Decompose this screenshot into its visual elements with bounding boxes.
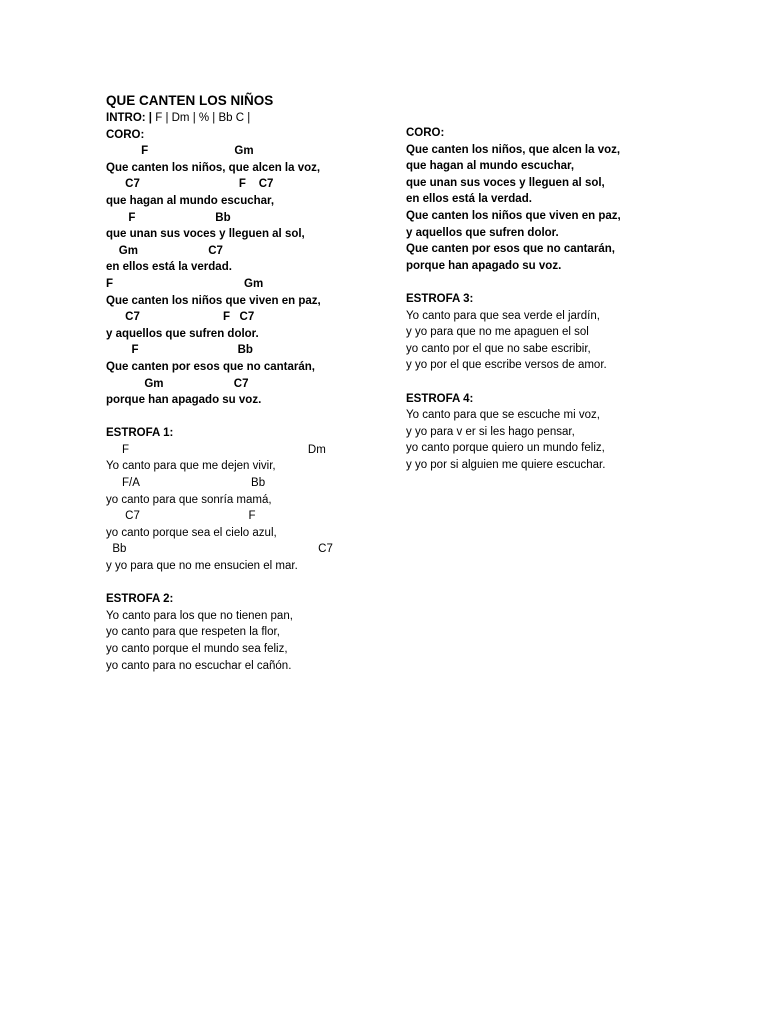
chord-line: C7 F C7 [106, 311, 255, 324]
coro-block [406, 142, 706, 275]
chord-line: C7 F C7 [106, 178, 274, 191]
lyric-line: yo canto porque quiero un mundo feliz, [406, 442, 605, 455]
estrofa3-block [406, 308, 706, 374]
coro-label: CORO: [406, 127, 445, 139]
lyric-line: y yo para que no me ensucien el mar. [106, 560, 298, 573]
song-title: QUE CANTEN LOS NIÑOS [106, 93, 274, 108]
left-column [106, 92, 386, 674]
estrofa2-label: ESTROFA 2: [106, 593, 174, 606]
lyric-line: y yo para v er si les hago pensar, [406, 425, 575, 438]
estrofa4-block [406, 407, 706, 473]
lyric-line: que hagan al mundo escuchar, [106, 194, 275, 207]
lyric-line: yo canto para que respeten la flor, [106, 626, 280, 639]
spacer [106, 575, 386, 592]
lyric-line: Que canten por esos que no cantarán, [406, 243, 615, 256]
lyric-line: y yo para que no me apaguen el sol [406, 326, 589, 339]
lyric-line: yo canto porque el mundo sea feliz, [106, 643, 288, 655]
intro-chords: F | Dm | % | Bb C | [152, 112, 251, 124]
lyric-line: Yo canto para que se escuche mi voz, [406, 409, 600, 422]
lyric-line: yo canto porque sea el cielo azul, [106, 526, 277, 539]
lyric-line: porque han apagado su voz. [406, 259, 562, 272]
lyric-line: yo canto por el que no sabe escribir, [406, 342, 591, 355]
lyric-line: Que canten los niños que viven en paz, [106, 294, 321, 307]
chord-line: F/A Bb [106, 477, 266, 490]
estrofa4-label: ESTROFA 4: [406, 392, 474, 405]
estrofa1-block [106, 442, 386, 575]
chord-line: Gm C7 [106, 244, 223, 257]
lyric-line: Yo canto para los que no tienen pan, [106, 609, 293, 622]
spacer [406, 274, 706, 291]
lyric-line: que hagan al mundo escuchar, [406, 160, 575, 173]
lyric-line: porque han apagado su voz. [106, 394, 262, 407]
chord-line: F Bb [106, 211, 231, 224]
lyric-line: que unan sus voces y lleguen al sol, [106, 228, 305, 241]
estrofa3-label: ESTROFA 3: [406, 292, 474, 305]
chord-line: Bb C7 [106, 543, 333, 556]
lyric-line: y yo por el que escribe versos de amor. [406, 359, 607, 372]
chord-line: F Gm [106, 145, 254, 158]
chord-line: Gm C7 [106, 377, 249, 390]
lyric-line: Que canten los niños, que alcen la voz, [406, 143, 621, 156]
intro-label: INTRO: | [106, 112, 153, 124]
lyric-line: Que canten por esos que no cantarán, [106, 360, 315, 373]
lyric-line: y aquellos que sufren dolor. [406, 226, 559, 239]
right-column [406, 125, 706, 473]
lyric-line: yo canto para que sonría mamá, [106, 493, 272, 506]
lyric-line: y aquellos que sufren dolor. [106, 327, 259, 340]
lyric-line: Que canten los niños que viven en paz, [406, 209, 621, 222]
lyric-line: Que canten los niños, que alcen la voz, [106, 161, 321, 174]
estrofa1-label: ESTROFA 1: [106, 427, 174, 440]
spacer [406, 374, 706, 391]
chord-line: F Dm [106, 443, 326, 456]
lyric-line: Yo canto para que me dejen vivir, [106, 460, 276, 473]
estrofa2-block [106, 608, 386, 674]
lyric-line: y yo por si alguien me quiere escuchar. [406, 458, 606, 471]
intro-line [106, 110, 386, 127]
spacer [106, 409, 386, 426]
lyric-line: que unan sus voces y lleguen al sol, [406, 176, 605, 189]
lyric-line: en ellos está la verdad. [106, 261, 232, 274]
coro-label: CORO: [106, 128, 145, 141]
chord-line: F Gm [106, 277, 264, 290]
chord-line: C7 F [106, 510, 256, 523]
lyric-line: yo canto para no escuchar el cañón. [106, 659, 292, 672]
lyric-line: Yo canto para que sea verde el jardín, [406, 309, 600, 322]
coro-chord-block [106, 143, 386, 409]
lyric-line: en ellos está la verdad. [406, 193, 532, 206]
chord-line: F Bb [106, 344, 253, 357]
